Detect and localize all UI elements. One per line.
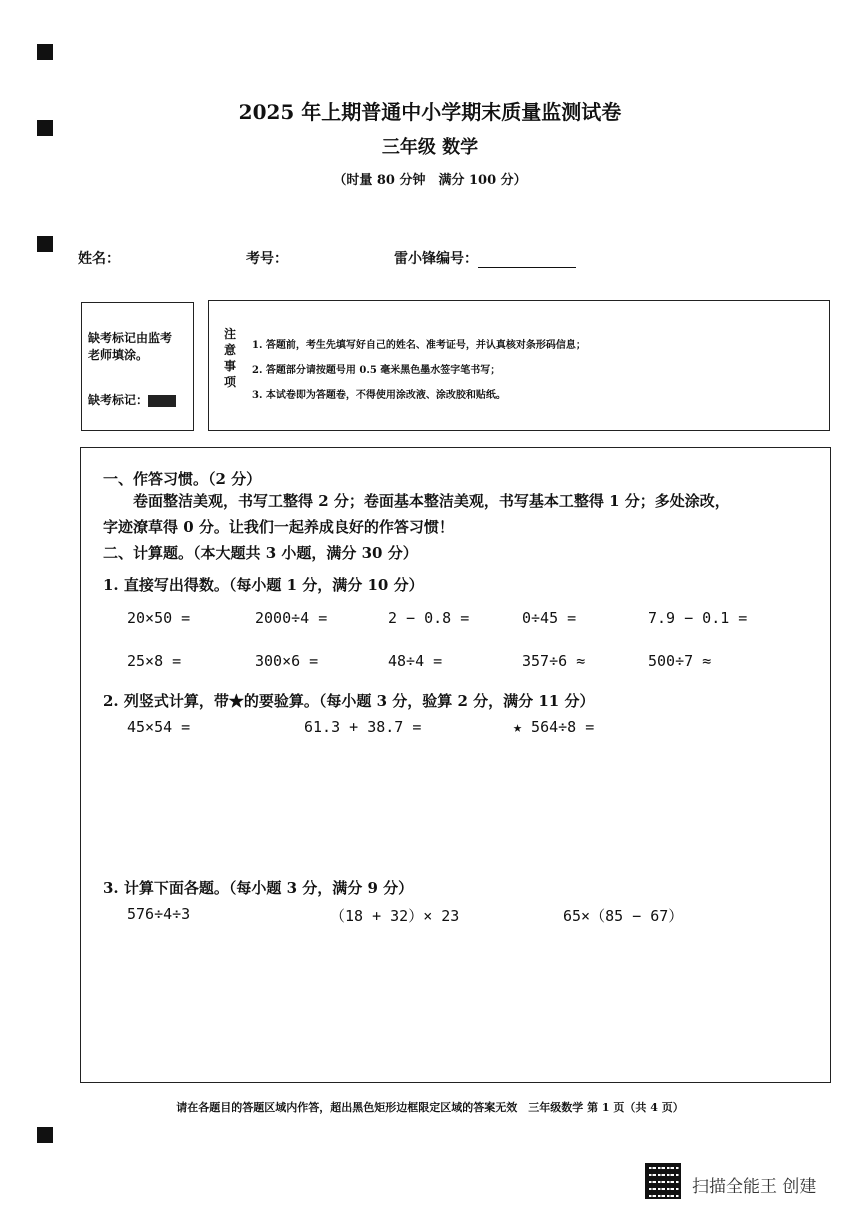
id-field[interactable] <box>394 248 576 268</box>
absent-mark-label: 缺考标记： <box>88 393 149 407</box>
name-label: 姓名： <box>78 251 120 267</box>
section1-text-line1: 卷面整洁美观，书写工整得 2 分；卷面基本整洁美观，书写基本工整得 1 分；多处涂改， <box>133 492 730 510</box>
exam-subtitle: 三年级 数学 <box>381 137 479 158</box>
time-note: （时量 80 分钟 满分 100 分） <box>333 173 527 188</box>
q3-heading: 3. 计算下面各题。（每小题 3 分，满分 9 分） <box>103 879 414 897</box>
q2-problem-starred[interactable]: ★ 564÷8 = <box>513 718 595 736</box>
notice-item: 2. 答题部分请按题号用 0.5 毫米黑色墨水签字笔书写； <box>252 365 501 376</box>
id-blank-line[interactable] <box>478 253 576 268</box>
q2-problem[interactable]: 45×54 = <box>127 718 191 736</box>
section1-heading: 一、作答习惯。（2 分） <box>103 470 262 488</box>
q1-problem[interactable]: 7.9 − 0.1 = <box>648 609 748 627</box>
absent-note-line2: 老师填涂。 <box>88 348 149 362</box>
scanner-brand: 扫描全能王 创建 <box>692 1177 817 1197</box>
exam-title: 2025 年上期普通中小学期末质量监测试卷 <box>238 100 622 124</box>
q1-problem[interactable]: 2 − 0.8 = <box>388 609 470 627</box>
q3-problem[interactable]: 65×（85 − 67） <box>563 907 684 925</box>
qr-code-icon <box>645 1163 681 1199</box>
notice-item: 1. 答题前，考生先填写好自己的姓名、准考证号，并认真核对条形码信息； <box>252 340 586 351</box>
q1-problem[interactable]: 0÷45 = <box>522 609 577 627</box>
absent-mark-field[interactable] <box>88 391 176 409</box>
q1-problem[interactable]: 300×6 = <box>255 652 319 670</box>
absent-note-line1: 缺考标记由监考 <box>88 331 173 345</box>
q2-heading: 2. 列竖式计算，带★的要验算。（每小题 3 分，验算 2 分，满分 11 分） <box>103 692 595 710</box>
q1-problem[interactable]: 2000÷4 = <box>255 609 328 627</box>
absent-mark-box <box>81 302 194 431</box>
q1-problem[interactable]: 48÷4 = <box>388 652 443 670</box>
absent-mark-fill[interactable] <box>148 395 176 407</box>
q3-problem[interactable]: （18 + 32）× 23 <box>330 907 460 925</box>
section1-text-line2: 字迹潦草得 0 分。让我们一起养成良好的作答习惯！ <box>103 518 454 536</box>
q1-problem[interactable]: 20×50 = <box>127 609 191 627</box>
q1-heading: 1. 直接写出得数。（每小题 1 分，满分 10 分） <box>103 576 424 594</box>
section2-heading: 二、计算题。（本大题共 3 小题，满分 30 分） <box>103 544 418 562</box>
q1-problem[interactable]: 25×8 = <box>127 652 182 670</box>
alignment-mark <box>37 1127 53 1143</box>
q1-problem[interactable]: 357÷6 ≈ <box>522 652 586 670</box>
notice-side-label: 注意事项 <box>223 327 236 389</box>
id-label: 雷小锋编号： <box>394 251 478 267</box>
page-footer: 请在各题目的答题区域内作答，超出黑色矩形边框限定区域的答案无效 三年级数学 第 1 页（共 4 页） <box>176 1101 684 1114</box>
exam-no-label: 考号： <box>246 251 288 267</box>
alignment-mark <box>37 236 53 252</box>
notice-item: 3. 本试卷即为答题卷，不得使用涂改液、涂改胶和贴纸。 <box>252 390 506 401</box>
q3-problem[interactable]: 576÷4÷3 <box>127 905 191 923</box>
q2-problem[interactable]: 61.3 + 38.7 = <box>304 718 422 736</box>
alignment-mark <box>37 44 53 60</box>
q1-problem[interactable]: 500÷7 ≈ <box>648 652 712 670</box>
